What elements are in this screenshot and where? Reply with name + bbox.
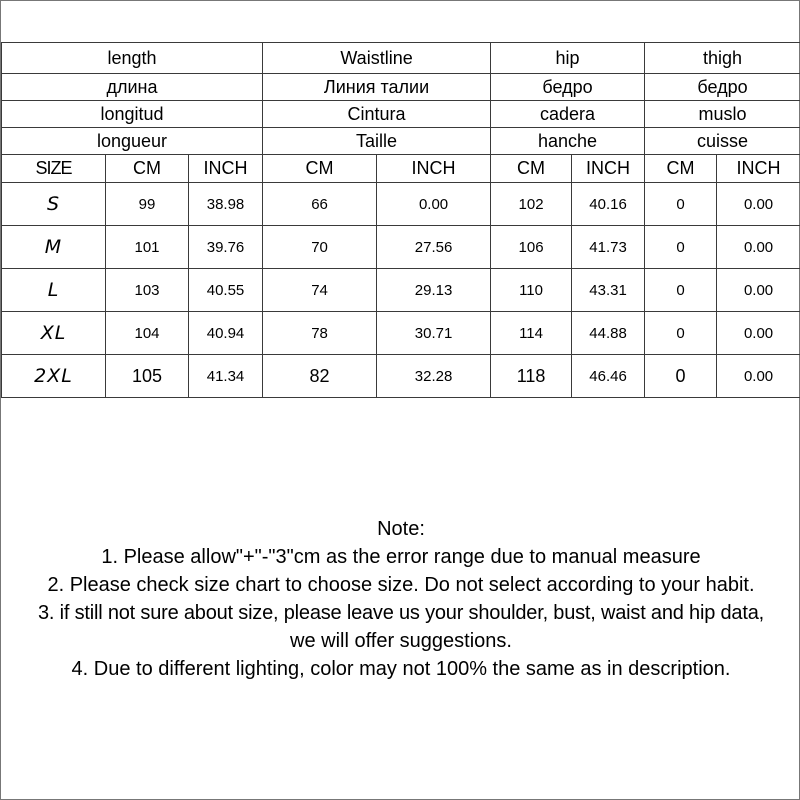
note-line: 2. Please check size chart to choose size. Do not select according to your habit. bbox=[47, 574, 755, 596]
note-title: Note: bbox=[377, 518, 425, 540]
table-cell: 74 bbox=[263, 269, 377, 312]
units-row bbox=[2, 155, 800, 183]
table-cell: 38.98 bbox=[189, 183, 263, 226]
table-cell: 101 bbox=[106, 226, 189, 269]
table-row bbox=[2, 183, 800, 226]
header-thigh: thigh bbox=[645, 43, 800, 74]
header-row-french bbox=[2, 128, 800, 155]
table-cell: 103 bbox=[106, 269, 189, 312]
table-cell: 29.13 bbox=[377, 269, 491, 312]
table-cell: 118 bbox=[491, 355, 572, 398]
table-cell: 30.71 bbox=[377, 312, 491, 355]
header-waistline: Waistline bbox=[263, 43, 491, 74]
table-cell: 0 bbox=[645, 312, 717, 355]
note-line: 4. Due to different lighting, color may not 100% the same as in description. bbox=[71, 658, 731, 680]
header-length-ru: длина bbox=[2, 74, 263, 101]
table-cell: 32.28 bbox=[377, 355, 491, 398]
table-cell: 70 bbox=[263, 226, 377, 269]
table-cell: 41.73 bbox=[572, 226, 645, 269]
size-chart-table bbox=[1, 42, 800, 398]
table-cell: 0 bbox=[645, 269, 717, 312]
table-row bbox=[2, 312, 800, 355]
header-waistline-es: Cintura bbox=[263, 101, 491, 128]
table-cell: 0.00 bbox=[717, 312, 800, 355]
table-cell: 82 bbox=[263, 355, 377, 398]
table-cell: 27.56 bbox=[377, 226, 491, 269]
header-row-russian bbox=[2, 74, 800, 101]
table-cell: 40.16 bbox=[572, 183, 645, 226]
table-cell: 104 bbox=[106, 312, 189, 355]
unit-header: INCH bbox=[189, 155, 263, 183]
header-hip-es: cadera bbox=[491, 101, 645, 128]
table-cell: 0.00 bbox=[717, 226, 800, 269]
table-cell: 106 bbox=[491, 226, 572, 269]
header-thigh-es: muslo bbox=[645, 101, 800, 128]
header-row-english bbox=[2, 43, 800, 74]
unit-header: INCH bbox=[572, 155, 645, 183]
table-row bbox=[2, 269, 800, 312]
table-cell: 44.88 bbox=[572, 312, 645, 355]
table-cell: 99 bbox=[106, 183, 189, 226]
table-cell: 41.34 bbox=[189, 355, 263, 398]
table-row bbox=[2, 355, 800, 398]
table-cell: 43.31 bbox=[572, 269, 645, 312]
table-cell: 39.76 bbox=[189, 226, 263, 269]
header-length-fr: longueur bbox=[2, 128, 263, 155]
header-waistline-ru: Линия талии bbox=[263, 74, 491, 101]
table-cell: 46.46 bbox=[572, 355, 645, 398]
unit-header: CM bbox=[645, 155, 717, 183]
table-cell: 66 bbox=[263, 183, 377, 226]
table-cell: 105 bbox=[106, 355, 189, 398]
unit-header: INCH bbox=[717, 155, 800, 183]
table-cell: 0 bbox=[645, 183, 717, 226]
header-hip-ru: бедро bbox=[491, 74, 645, 101]
table-cell: 0 bbox=[645, 355, 717, 398]
note-line: 1. Please allow"+"-"3"cm as the error range due to manual measure bbox=[101, 546, 701, 568]
table-cell: 40.55 bbox=[189, 269, 263, 312]
table-cell: 0.00 bbox=[717, 355, 800, 398]
note-line: 3. if still not sure about size, please leave us your shoulder, bust, waist and hip data, bbox=[38, 602, 764, 624]
table-cell: 0.00 bbox=[717, 183, 800, 226]
table-cell: 102 bbox=[491, 183, 572, 226]
table-row bbox=[2, 226, 800, 269]
header-thigh-ru: бедро bbox=[645, 74, 800, 101]
table-cell: 78 bbox=[263, 312, 377, 355]
table-cell: 0.00 bbox=[717, 269, 800, 312]
header-thigh-fr: cuisse bbox=[645, 128, 800, 155]
note-section bbox=[1, 515, 800, 683]
size-label: 2XL bbox=[2, 355, 106, 398]
size-label: L bbox=[2, 269, 106, 312]
size-label: S bbox=[2, 183, 106, 226]
header-hip: hip bbox=[491, 43, 645, 74]
size-column-header: SIZE bbox=[2, 155, 106, 183]
table-cell: 110 bbox=[491, 269, 572, 312]
table-cell: 0 bbox=[645, 226, 717, 269]
header-waistline-fr: Taille bbox=[263, 128, 491, 155]
header-length-es: longitud bbox=[2, 101, 263, 128]
header-hip-fr: hanche bbox=[491, 128, 645, 155]
unit-header: CM bbox=[106, 155, 189, 183]
header-length: length bbox=[2, 43, 263, 74]
unit-header: CM bbox=[491, 155, 572, 183]
size-label: M bbox=[2, 226, 106, 269]
table-cell: 40.94 bbox=[189, 312, 263, 355]
unit-header: CM bbox=[263, 155, 377, 183]
table-cell: 0.00 bbox=[377, 183, 491, 226]
header-row-spanish bbox=[2, 101, 800, 128]
table-cell: 114 bbox=[491, 312, 572, 355]
note-line: we will offer suggestions. bbox=[290, 630, 512, 652]
size-label: XL bbox=[2, 312, 106, 355]
unit-header: INCH bbox=[377, 155, 491, 183]
